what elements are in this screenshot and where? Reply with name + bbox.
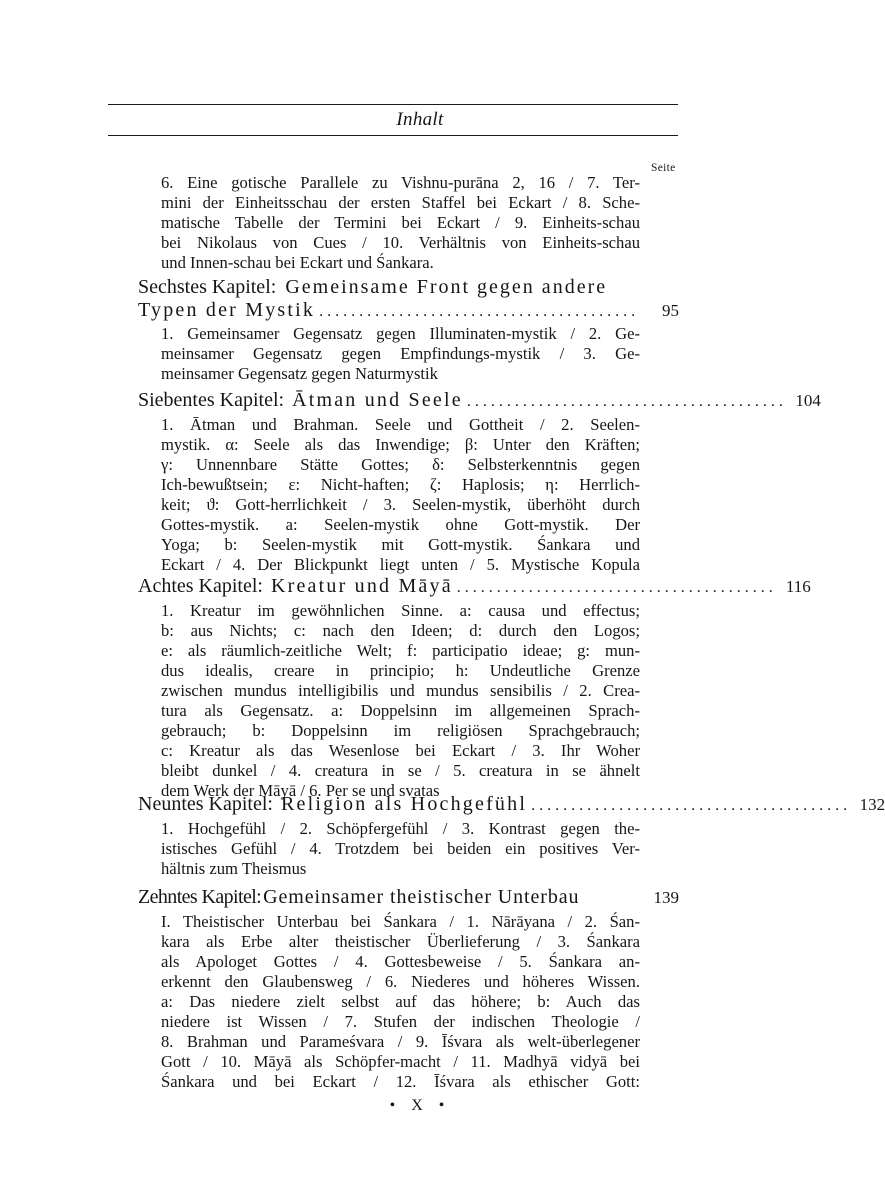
chapter-title: Ātman und Seele xyxy=(292,389,463,411)
chapter-label: Zehntes Kapitel: xyxy=(138,886,262,908)
desc-line: γ: Unnennbare Stätte Gottes; δ: Selbsterkenntnis gegen xyxy=(161,455,640,474)
intro-description xyxy=(161,173,640,273)
chapter-description-10 xyxy=(161,912,640,1092)
chapter-description-7 xyxy=(161,415,640,575)
desc-line: als Apologet Gottes / 4. Gottesbeweise / 5. Śankara an- xyxy=(161,952,640,971)
desc-line: Eckart / 4. Der Blickpunkt liegt unten / 5. Mystische Kopula xyxy=(161,555,640,574)
chapter-description-8 xyxy=(161,601,640,801)
running-head: Inhalt xyxy=(396,109,444,130)
head-rule xyxy=(108,135,678,136)
leader-dots: ........................................ xyxy=(319,303,640,320)
chapter-description-9 xyxy=(161,819,640,879)
desc-line: e: als räumlich-zeitliche Welt; f: participatio ideae; g: mun- xyxy=(161,641,640,660)
desc-line: I. Theistischer Unterbau bei Śankara / 1. Nārāyana / 2. Śan- xyxy=(161,912,640,931)
desc-line: Yoga; b: Seelen-mystik mit Gott-mystik. Śankara und xyxy=(161,535,640,554)
desc-line: Ich-bewußtsein; ε: Nicht-haften; ζ: Haplosis; η: Herrlich- xyxy=(161,475,640,494)
desc-line: Gottes-mystik. a: Seelen-mystik ohne Gott-mystik. Der xyxy=(161,515,640,534)
top-rule xyxy=(108,104,678,105)
desc-line: b: aus Nichts; c: nach den Ideen; d: durch den Logos; xyxy=(161,621,640,640)
desc-line: 1. Ātman und Brahman. Seele und Gottheit / 2. Seelen- xyxy=(161,415,640,434)
desc-line: c: Kreatur als das Wesenlose bei Eckart / 3. Ihr Woher xyxy=(161,741,640,760)
desc-line: erkennt den Glaubensweg / 6. Niederes und höheres Wissen. xyxy=(161,972,640,991)
leader-dots: ........................................ xyxy=(531,797,852,814)
chapter-title: Kreatur und Māyā xyxy=(270,575,453,597)
desc-line: mini der Einheitsschau der ersten Staffel bei Eckart / 8. Sche- xyxy=(161,193,640,212)
desc-line: niedere ist Wissen / 7. Stufen der indischen Theologie / xyxy=(161,1012,640,1031)
desc-line: 6. Eine gotische Parallele zu Vishnu-purāna 2, 16 / 7. Ter- xyxy=(161,173,640,192)
desc-line: und Innen-schau bei Eckart und Śankara. xyxy=(161,253,434,272)
desc-line: istisches Gefühl / 4. Trotzdem bei beiden ein positives Ver- xyxy=(161,839,640,858)
chapter-heading-10[interactable] xyxy=(138,886,679,912)
desc-line: 1. Hochgefühl / 2. Schöpfergefühl / 3. Kontrast gegen the- xyxy=(161,819,640,838)
leader-dots: ........................................ xyxy=(466,393,787,410)
chapter-heading-8[interactable] xyxy=(138,575,811,601)
chapter-label: Sechstes Kapitel: xyxy=(138,276,277,298)
page-number: 139 xyxy=(653,888,679,907)
desc-line: 8. Brahman und Parameśvara / 9. Īśvara als welt-überlegener xyxy=(161,1032,640,1051)
desc-line: 1. Kreatur im gewöhnlichen Sinne. a: causa und effectus; xyxy=(161,601,640,620)
desc-line: 1. Gemeinsamer Gegensatz gegen Illuminaten-mystik / 2. Ge- xyxy=(161,324,640,343)
chapter-label: Neuntes Kapitel: xyxy=(138,793,273,815)
chapter-label: Siebentes Kapitel: xyxy=(138,389,285,411)
page-number: 95 xyxy=(662,301,679,320)
desc-line: bleibt dunkel / 4. creatura in se / 5. creatura in se ähnelt xyxy=(161,761,640,780)
desc-line: matische Tabelle der Termini bei Eckart / 9. Einheits-schau xyxy=(161,213,640,232)
desc-line: meinsamer Gegensatz gegen Empfindungs-mystik / 3. Ge- xyxy=(161,344,640,363)
chapter-heading-7[interactable] xyxy=(138,389,821,415)
desc-line: dus idealis, creare in principio; h: Undeutliche Grenze xyxy=(161,661,640,680)
chapter-description-6 xyxy=(161,324,640,384)
page-footer-numeral: • X • xyxy=(389,1097,451,1114)
desc-line: hältnis zum Theismus xyxy=(161,859,307,878)
desc-line: mystik. α: Seele als das Inwendige; β: Unter den Kräften; xyxy=(161,435,640,454)
page-number: 132 xyxy=(859,795,885,814)
chapter-heading-6-cont[interactable] xyxy=(138,299,679,325)
desc-line: tura als Gegensatz. a: Doppelsinn im allgemeinen Sprach- xyxy=(161,701,640,720)
chapter-title: Religion als Hochgefühl xyxy=(280,793,528,815)
chapter-label: Achtes Kapitel: xyxy=(138,575,263,597)
page-number: 116 xyxy=(785,577,811,596)
chapter-title: Gemeinsamer theistischer Unterbau xyxy=(263,886,580,908)
chapter-title: Typen der Mystik xyxy=(138,299,316,321)
desc-line: a: Das niedere zielt selbst auf das höhere; b: Auch das xyxy=(161,992,640,1011)
desc-line: Śankara und bei Eckart / 12. Īśvara als ethischer Gott: xyxy=(161,1072,640,1091)
desc-line: meinsamer Gegensatz gegen Naturmystik xyxy=(161,364,438,383)
desc-line: keit; ϑ: Gott-herrlichkeit / 3. Seelen-mystik, überhöht durch xyxy=(161,495,640,514)
desc-line: bei Nikolaus von Cues / 10. Verhältnis von Einheits-schau xyxy=(161,233,640,252)
desc-line: zwischen mundus intelligibilis und mundus sensibilis / 2. Crea- xyxy=(161,681,640,700)
chapter-title: Gemeinsame Front gegen andere xyxy=(285,276,608,298)
page-number: 104 xyxy=(795,391,821,410)
seite-label: Seite xyxy=(651,162,676,174)
desc-line: gebrauch; b: Doppelsinn im religiösen Sprachgebrauch; xyxy=(161,721,640,740)
desc-line: kara als Erbe alter theistischer Überlieferung / 3. Śankara xyxy=(161,932,640,951)
desc-line: Gott / 10. Māyā als Schöpfer-macht / 11. Madhyā vidyā bei xyxy=(161,1052,640,1071)
chapter-heading-9[interactable] xyxy=(138,793,885,819)
leader-dots: ........................................ xyxy=(456,579,777,596)
desc-line: dem Werk der Māyā / 6. Per se und svatas xyxy=(161,781,440,800)
